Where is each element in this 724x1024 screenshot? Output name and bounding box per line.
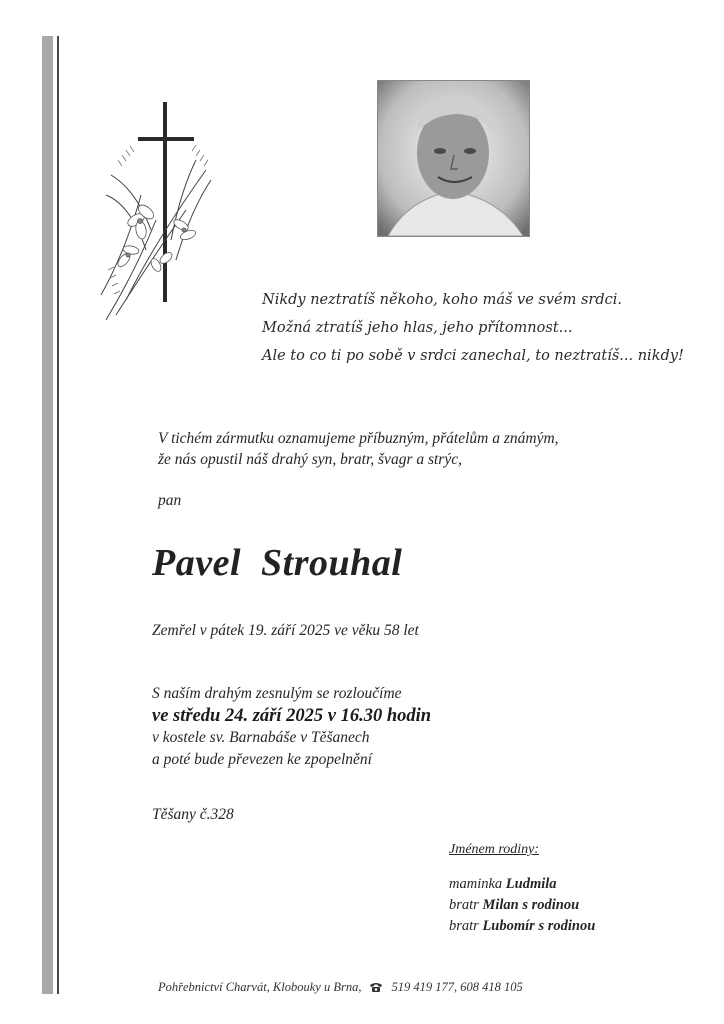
family-member — [449, 874, 595, 895]
funeral-info — [152, 683, 431, 771]
intro-line: že nás opustil náš drahý syn, bratr, švagr a strýc, — [158, 451, 462, 468]
intro-line: V tichém zármutku oznamujeme příbuzným, přátelům a známým, — [158, 430, 559, 447]
footer-company: Pohřebnictví Charvát, Klobouky u Brna, — [158, 980, 362, 994]
family-relation: bratr — [449, 918, 483, 934]
funeral-date: ve středu 24. září 2025 v 16.30 hodin — [152, 706, 432, 726]
death-info: Zemřel v pátek 19. září 2025 ve věku 58 let — [152, 622, 419, 639]
poem-line: Nikdy neztratíš někoho, koho máš ve svém srdci. — [262, 292, 623, 308]
announcement-intro — [158, 428, 559, 470]
poem — [262, 286, 682, 370]
left-border-line — [57, 36, 59, 994]
poem-line: Možná ztratíš jeho hlas, jeho přítomnost... — [262, 320, 573, 336]
title-prefix: pan — [158, 492, 182, 509]
footer — [158, 980, 523, 995]
portrait-photo — [377, 80, 530, 237]
footer-phones: 519 419 177, 608 418 105 — [391, 980, 523, 994]
funeral-line: S naším drahým zesnulým se rozloučíme — [152, 685, 402, 702]
family-name: Lubomír s rodinou — [482, 918, 596, 934]
deceased-name: Pavel Strouhal — [152, 542, 403, 584]
family-relation: bratr — [449, 897, 483, 913]
cross-with-flowers-icon — [96, 100, 226, 325]
family-list — [449, 874, 595, 937]
family-member — [449, 895, 595, 916]
funeral-line: a poté bude převezen ke zpopelnění — [152, 751, 372, 768]
poem-line: Ale to co ti po sobě v srdci zanechal, to neztratíš... nikdy! — [262, 348, 684, 364]
left-border-bar — [42, 36, 53, 994]
funeral-line: v kostele sv. Barnabáše v Těšanech — [152, 729, 370, 746]
address: Těšany č.328 — [152, 806, 234, 823]
family-heading: Jménem rodiny: — [449, 842, 540, 857]
family-name: Milan s rodinou — [482, 897, 580, 913]
family-member — [449, 916, 595, 937]
family-relation: maminka — [449, 876, 506, 892]
family-name: Ludmila — [505, 876, 557, 892]
phone-icon — [369, 982, 383, 993]
